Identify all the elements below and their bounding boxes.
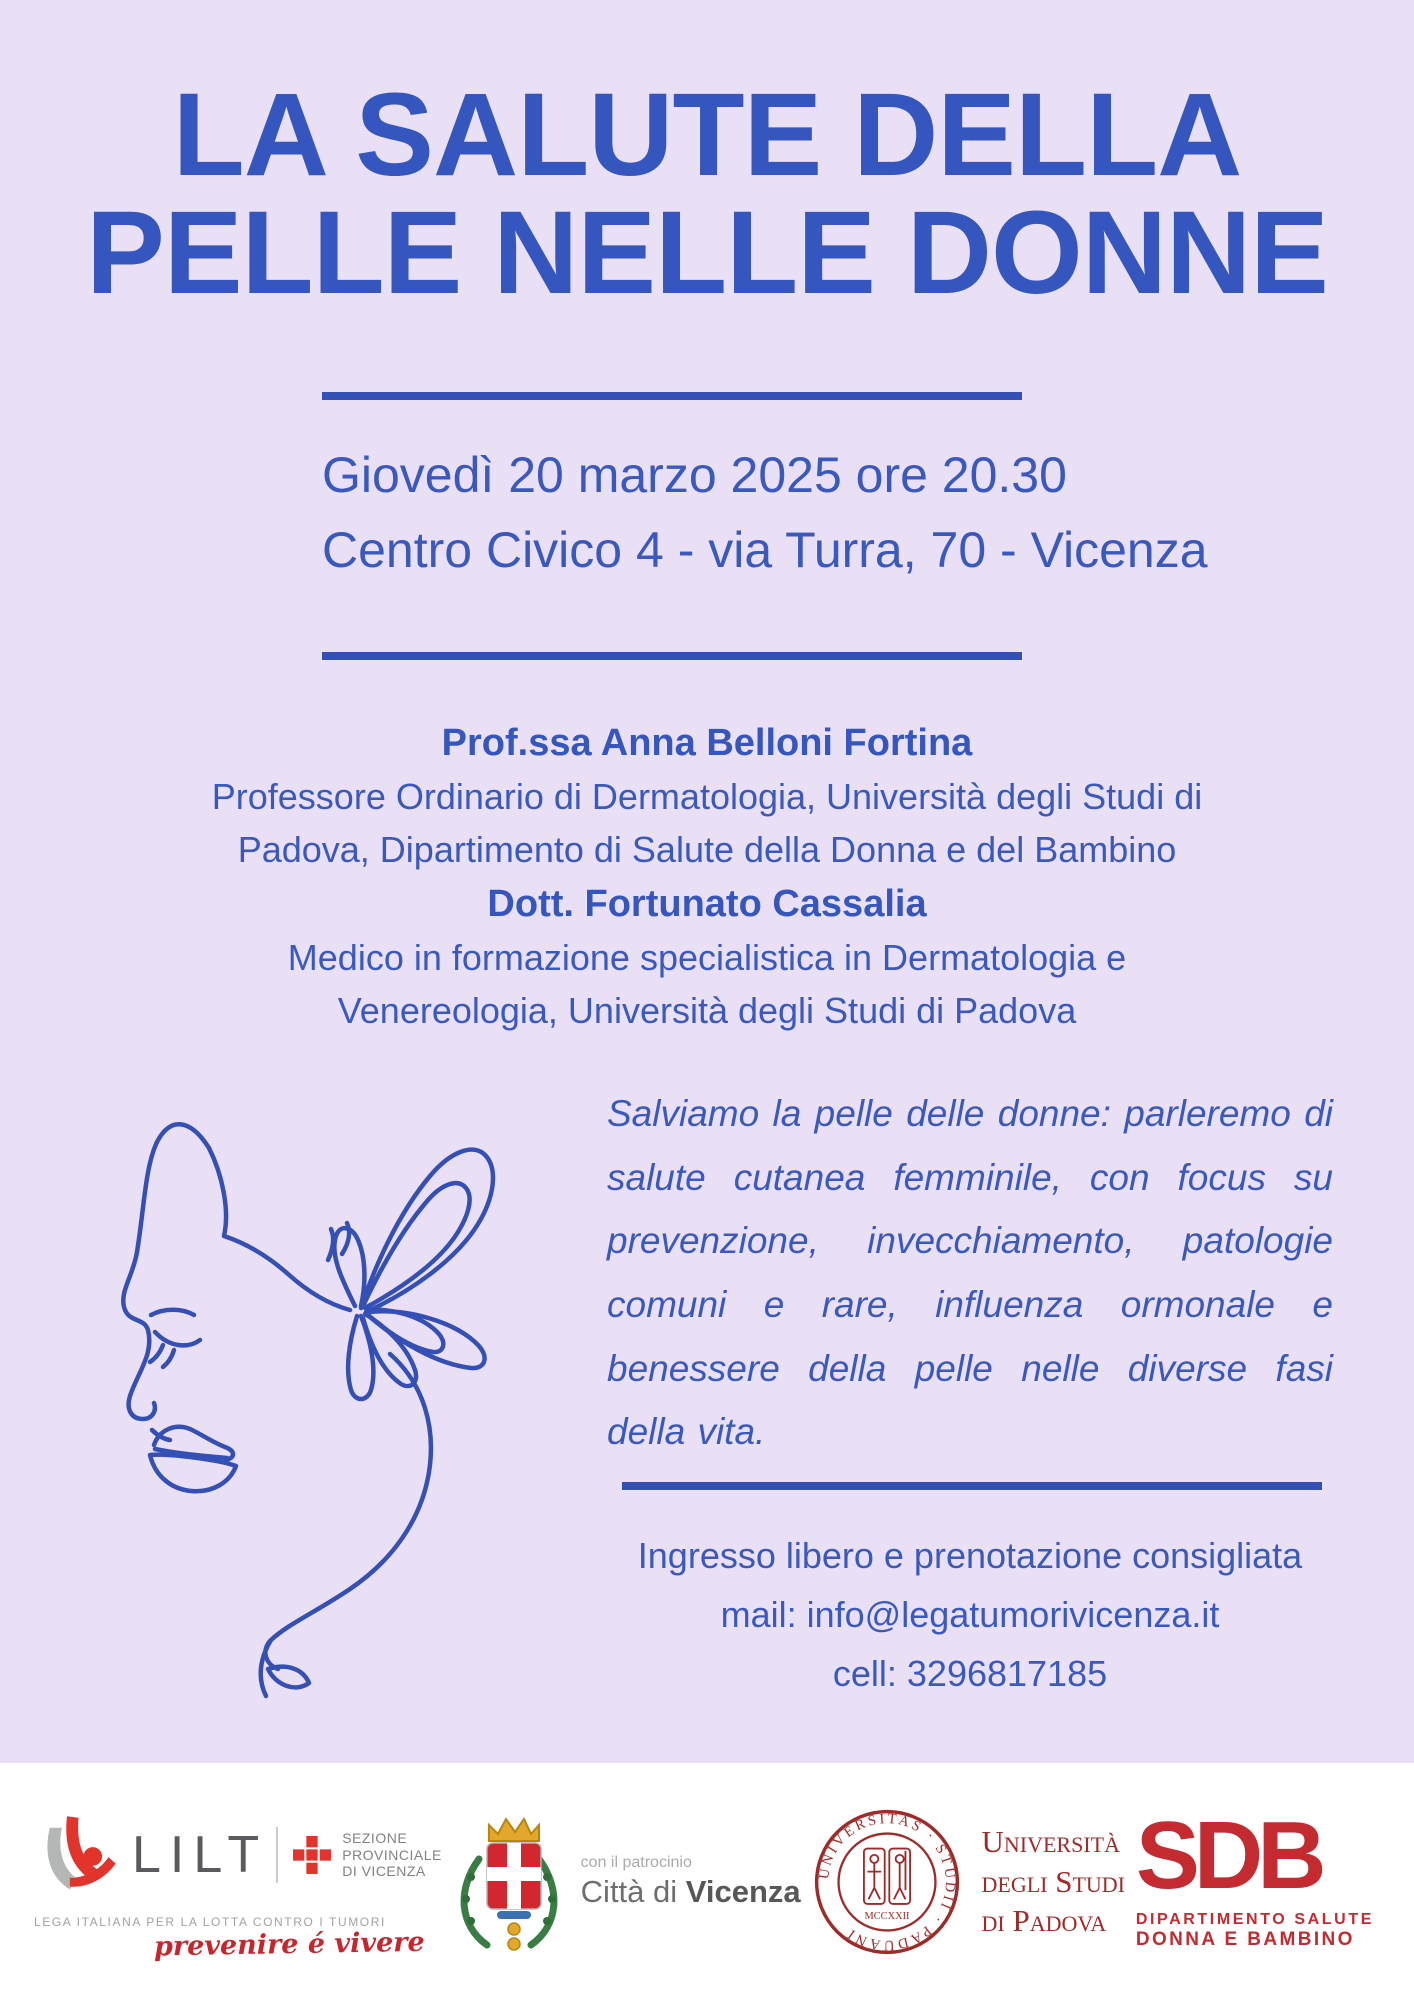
- speaker-1-role-line-2: Padova, Dipartimento di Salute della Donna e del Bambino: [237, 829, 1177, 871]
- lilt-section-label: SEZIONE PROVINCIALE DI VICENZA: [342, 1830, 442, 1880]
- speaker-2-role-line-2: Venereologia, Università degli Studi di Padova: [337, 989, 1077, 1031]
- divider-middle: [322, 652, 1022, 660]
- sdb-dept-line-2: DONNA E BAMBINO: [1135, 1928, 1355, 1950]
- divider-bottom: [622, 1482, 1322, 1490]
- page-title: [0, 69, 1414, 319]
- unipd-seal: [812, 1807, 962, 1957]
- speakers-block: [0, 716, 1414, 1037]
- vicenza-patronage-block: [453, 1807, 801, 1957]
- event-details: [322, 438, 1208, 588]
- unipd-logo-block: [812, 1807, 1126, 1957]
- unipd-seal-year: MCCXXII: [864, 1910, 909, 1922]
- title-line-1: LA SALUTE DELLA: [172, 69, 1242, 201]
- event-datetime: Giovedì 20 marzo 2025 ore 20.30: [322, 447, 1067, 503]
- patronage-label: con il patrocinio: [580, 1853, 692, 1871]
- sdb-logo-block: [1135, 1802, 1374, 1950]
- contact-mail: mail: info@legatumorivicenza.it: [720, 1594, 1220, 1636]
- lilt-wordmark: LILT: [132, 1826, 269, 1884]
- event-description: Salviamo la pelle delle donne: parleremo di salute cutanea femminile, con focus su prevenzione, invecchiamento, patologie comuni e rare, influenza ormonale e benessere della pelle nelle diverse fasi della vita.: [607, 1093, 1333, 1453]
- speaker-2-role-line-1: Medico in formazione specialistica in Dermatologia e: [287, 937, 1127, 979]
- woman-face-butterfly-line-art-illustration: [52, 1068, 522, 1708]
- lilt-cross-icon: [292, 1835, 332, 1875]
- lilt-motto: prevenire é vivere: [153, 1926, 425, 1963]
- sdb-wordmark: SDB: [1135, 1802, 1321, 1910]
- divider-top: [322, 392, 1022, 400]
- lilt-divider: [276, 1827, 278, 1883]
- unipd-name: Università degli Studi di Padova: [981, 1823, 1126, 1939]
- vicenza-coat-of-arms: [453, 1807, 565, 1957]
- sdb-dept-line-1: DIPARTIMENTO SALUTE: [1135, 1910, 1374, 1928]
- contact-block: [607, 1526, 1333, 1703]
- speaker-2-name: Dott. Fortunato Cassalia: [487, 882, 927, 925]
- unipd-seal-text: UNIVERSITAS · STUDII · PADUANI: [815, 1810, 958, 1953]
- speaker-1-role-line-1: Professore Ordinario di Dermatologia, Università degli Studi di: [211, 776, 1203, 818]
- title-line-2: PELLE NELLE DONNE: [86, 187, 1328, 319]
- city-name: Città di Vicenza: [580, 1873, 801, 1909]
- contact-phone: cell: 3296817185: [832, 1653, 1108, 1695]
- admission-note: Ingresso libero e prenotazione consigliata: [637, 1535, 1303, 1576]
- event-venue: Centro Civico 4 - via Turra, 70 - Vicenza: [322, 522, 1208, 578]
- lilt-figure-icon: [34, 1803, 120, 1907]
- speaker-1-name: Prof.ssa Anna Belloni Fortina: [441, 722, 973, 764]
- lilt-full-name: LEGA ITALIANA PER LA LOTTA CONTRO I TUMORI: [34, 1915, 386, 1929]
- lilt-logo-block: [34, 1803, 442, 1963]
- sponsors-footer: [0, 1763, 1414, 2000]
